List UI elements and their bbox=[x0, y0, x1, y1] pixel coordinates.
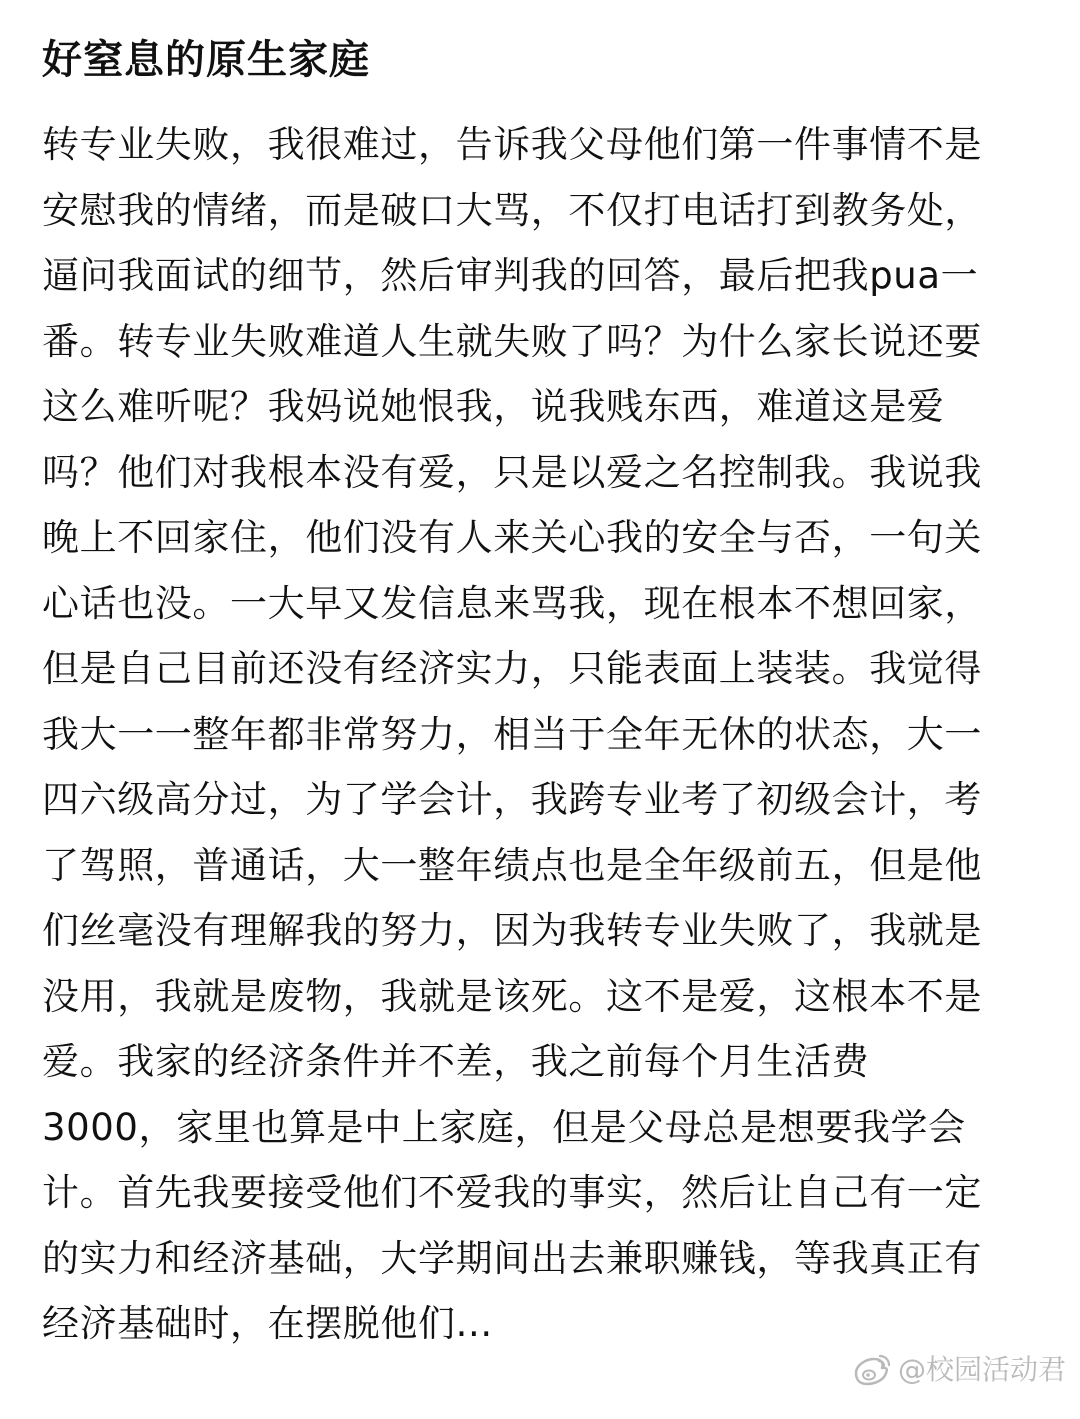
post-line: 番。转专业失败难道人生就失败了吗？为什么家长说还要 bbox=[42, 319, 982, 363]
post-line: 没用，我就是废物，我就是该死。这不是爱，这根本不是 bbox=[42, 974, 982, 1018]
post-line: 转专业失败，我很难过，告诉我父母他们第一件事情不是 bbox=[42, 123, 982, 166]
post-line: 逼问我面试的细节，然后审判我的回答，最后把我pua一 bbox=[42, 254, 979, 297]
post-line: 计。首先我要接受他们不爱我的事实，然后让自己有一定 bbox=[42, 1171, 982, 1214]
weibo-icon bbox=[850, 1353, 892, 1387]
post-line: 了驾照，普通话，大一整年绩点也是全年级前五，但是他 bbox=[42, 843, 982, 887]
post-title: 好窒息的原生家庭 bbox=[42, 37, 370, 83]
post-line: 但是自己目前还没有经济实力，只能表面上装装。我觉得 bbox=[42, 647, 982, 690]
post-line: 们丝毫没有理解我的努力，因为我转专业失败了，我就是 bbox=[42, 909, 982, 952]
watermark-text: @校园活动君 bbox=[897, 1353, 1066, 1386]
post-body bbox=[42, 112, 1052, 1357]
post-line: 心话也没。一大早又发信息来骂我，现在根本不想回家， bbox=[42, 581, 982, 625]
post-line: 3000，家里也算是中上家庭，但是父母总是想要我学会 bbox=[42, 1105, 966, 1149]
post-line: 这么难听呢？我妈说她恨我，说我贱东西，难道这是爱 bbox=[42, 385, 945, 428]
post-line: 晚上不回家住，他们没有人来关心我的安全与否，一句关 bbox=[42, 516, 982, 559]
watermark bbox=[850, 1353, 1066, 1387]
post-line: 我大一一整年都非常努力，相当于全年无休的状态，大一 bbox=[42, 712, 982, 756]
post-line: 四六级高分过，为了学会计，我跨专业考了初级会计，考 bbox=[42, 778, 982, 821]
post-line: 爱。我家的经济条件并不差，我之前每个月生活费 bbox=[42, 1040, 870, 1083]
post-line: 安慰我的情绪，而是破口大骂，不仅打电话打到教务处， bbox=[42, 188, 982, 232]
post-line: 的实力和经济基础，大学期间出去兼职赚钱，等我真正有 bbox=[42, 1236, 982, 1280]
post-line: 吗？他们对我根本没有爱，只是以爱之名控制我。我说我 bbox=[42, 450, 982, 494]
post-line: 经济基础时，在摆脱他们... bbox=[42, 1302, 493, 1345]
